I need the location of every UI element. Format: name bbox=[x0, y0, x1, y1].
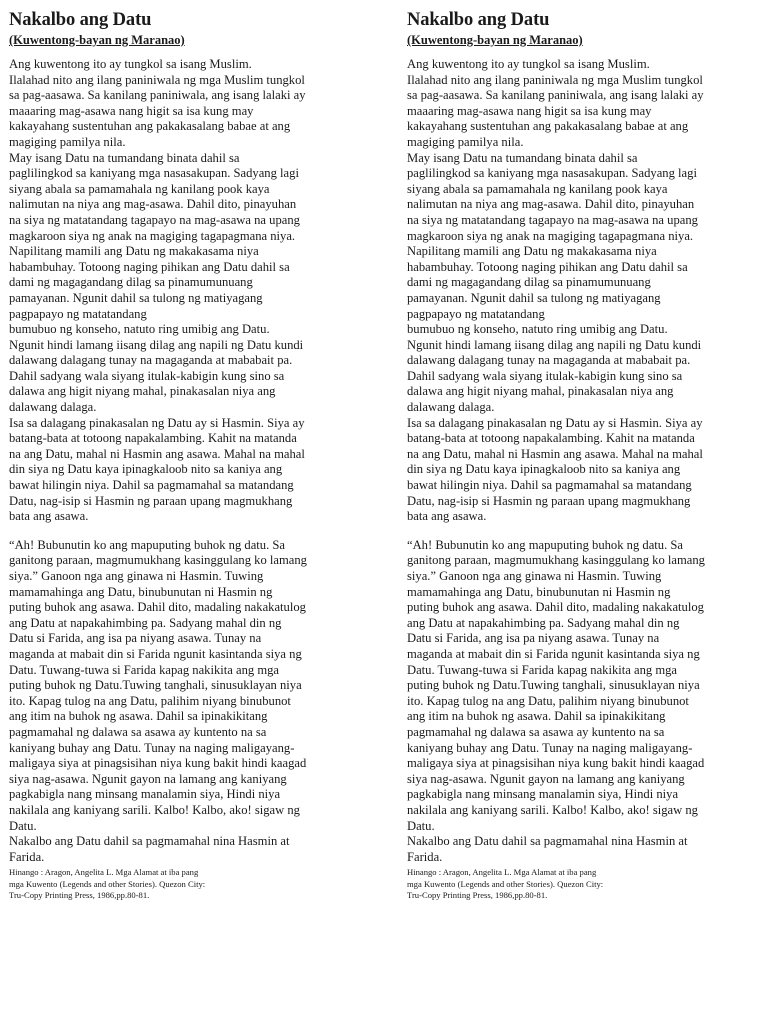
story-line: siya.” Ganoon nga ang ginawa ni Hasmin. Tuwing bbox=[9, 569, 264, 583]
story-line: dami ng magagandang dilag sa pinamumunuang bbox=[9, 275, 253, 290]
source-line: Hinango : Aragon, Angelita L. Mga Alamat at iba pang bbox=[9, 867, 199, 878]
story-body bbox=[9, 57, 371, 865]
story-line: pagpapayo ng matatandang bbox=[407, 306, 545, 321]
story-line: puting buhok ang asawa. Dahil dito, madaling nakakatulog bbox=[407, 600, 704, 615]
story-line: magiging pamilya nila. bbox=[9, 134, 126, 149]
story-line: Ang kuwentong ito ay tungkol sa isang Muslim. bbox=[9, 57, 252, 71]
story-line: na ang Datu, mahal ni Hasmin ang asawa. Mahal na mahal bbox=[407, 446, 703, 461]
story-line: Datu si Farida, ang isa pa niyang asawa. Tunay na bbox=[9, 631, 262, 646]
story-line: paglilingkod sa kaniyang mga nasasakupan. Sadyang lagi bbox=[407, 166, 697, 181]
story-line: Napilitang mamili ang Datu ng makakasama niya bbox=[9, 244, 259, 259]
story-line: Nakalbo ang Datu dahil sa pagmamahal nina Hasmin at bbox=[407, 834, 688, 849]
story-line: “Ah! Bubunutin ko ang mapuputing buhok ng datu. Sa bbox=[9, 537, 285, 552]
story-body bbox=[407, 57, 768, 865]
source-line: Tru-Copy Printing Press, 1986,pp.80-81. bbox=[9, 890, 150, 901]
story-line: bumubuo ng konseho, natuto ring umibig ang Datu. bbox=[9, 322, 270, 337]
story-line: mamamahinga ang Datu, binubunutan ni Hasmin ng bbox=[9, 584, 273, 599]
story-line: maaaring mag-asawa nang higit sa isa kung may bbox=[9, 103, 254, 118]
story-line: bawat hilingin niya. Dahil sa pagmamahal sa matandang bbox=[9, 478, 294, 493]
story-line: ganitong paraan, magmumukhang kasinggulang ko lamang bbox=[9, 553, 307, 568]
story-line: kaniyang buhay ang Datu. Tunay na naging maligayang- bbox=[407, 740, 693, 755]
source-citation bbox=[407, 867, 768, 901]
story-line: Ilalahad nito ang ilang paniniwala ng mga Muslim tungkol bbox=[407, 72, 703, 87]
story-line: Datu. Tuwang-tuwa si Farida kapag nakikita ang mga bbox=[9, 662, 280, 677]
source-line: Tru-Copy Printing Press, 1986,pp.80-81. bbox=[407, 890, 548, 901]
story-line: siya nag-asawa. Ngunit gayon na lamang ang kaniyang bbox=[9, 771, 287, 786]
paragraph-gap bbox=[407, 525, 768, 538]
story-subtitle: (Kuwentong-bayan ng Maranao) bbox=[407, 33, 583, 47]
story-line: na siya ng matatandang tagapayo na mag-asawa na upang bbox=[407, 212, 698, 227]
story-line: maganda at mabait din si Farida ngunit kasintanda siya ng bbox=[9, 646, 302, 661]
story-line: nakilala ang kaniyang sarili. Kalbo! Kalbo, ako! sigaw ng bbox=[9, 802, 300, 817]
story-line: May isang Datu na tumandang binata dahil sa bbox=[407, 150, 638, 165]
story-line: ang Datu at napakahimbing pa. Sadyang mahal din ng bbox=[407, 615, 680, 630]
story-line: nalimutan na niya ang mag-asawa. Dahil dito, pinayuhan bbox=[407, 197, 695, 212]
story-line: puting buhok ng Datu.Tuwing tanghali, sinusuklayan niya bbox=[407, 678, 700, 693]
story-line: bata ang asawa. bbox=[9, 509, 89, 524]
story-line: Farida. bbox=[407, 849, 443, 864]
story-line: sa pag-aasawa. Sa kanilang paniniwala, ang isang lalaki ay bbox=[407, 88, 704, 103]
story-line: puting buhok ng Datu.Tuwing tanghali, sinusuklayan niya bbox=[9, 678, 302, 693]
source-line: mga Kuwento (Legends and other Stories). Quezon City: bbox=[407, 878, 604, 889]
story-line: dalawang dalagang tunay na magaganda at mababait pa. bbox=[407, 353, 691, 368]
story-line: maaaring mag-asawa nang higit sa isa kung may bbox=[407, 103, 652, 118]
story-line: dalawang dalagang tunay na magaganda at mababait pa. bbox=[9, 353, 293, 368]
story-line: Datu. bbox=[9, 818, 37, 833]
story-line: dalawa ang higit niyang mahal, pinakasalan niya ang bbox=[407, 384, 674, 399]
story-line: Napilitang mamili ang Datu ng makakasama niya bbox=[407, 244, 657, 259]
story-line: siyang abala sa pamamahala ng kanilang pook kaya bbox=[9, 181, 270, 196]
story-line: kakayahang sustentuhan ang pakakasalang babae at ang bbox=[407, 119, 689, 134]
source-citation bbox=[9, 867, 371, 901]
story-line: bawat hilingin niya. Dahil sa pagmamahal sa matandang bbox=[407, 478, 692, 493]
story-line: pagmamahal ng dalawa sa asawa ay kuntento na sa bbox=[9, 724, 267, 739]
story-line: May isang Datu na tumandang binata dahil sa bbox=[9, 150, 240, 165]
story-line: dami ng magagandang dilag sa pinamumunuang bbox=[407, 275, 651, 290]
story-line: puting buhok ang asawa. Dahil dito, madaling nakakatulog bbox=[9, 600, 306, 615]
story-line: Isa sa dalagang pinakasalan ng Datu ay si Hasmin. Siya ay bbox=[407, 415, 703, 430]
story-line: mamamahinga ang Datu, binubunutan ni Hasmin ng bbox=[407, 584, 671, 599]
story-line: paglilingkod sa kaniyang mga nasasakupan. Sadyang lagi bbox=[9, 166, 299, 181]
story-line: ito. Kapag tulog na ang Datu, palihim niyang binubunot bbox=[9, 693, 291, 708]
story-line: sa pag-aasawa. Sa kanilang paniniwala, ang isang lalaki ay bbox=[9, 88, 306, 103]
story-line: Ngunit hindi lamang iisang dilag ang napili ng Datu kundi bbox=[9, 337, 304, 352]
story-line: “Ah! Bubunutin ko ang mapuputing buhok ng datu. Sa bbox=[407, 537, 683, 552]
story-line: dalawa ang higit niyang mahal, pinakasalan niya ang bbox=[9, 384, 276, 399]
story-line: Datu. bbox=[407, 818, 435, 833]
story-line: Nakalbo ang Datu dahil sa pagmamahal nina Hasmin at bbox=[9, 834, 290, 849]
story-line: dalawang dalaga. bbox=[9, 400, 97, 415]
paragraph-gap bbox=[9, 525, 371, 538]
story-line: pamayanan. Ngunit dahil sa tulong ng matiyagang bbox=[407, 290, 661, 305]
story-line: habambuhay. Totoong naging pihikan ang Datu dahil sa bbox=[9, 259, 290, 274]
story-line: siyang abala sa pamamahala ng kanilang pook kaya bbox=[407, 181, 668, 196]
story-line: magiging pamilya nila. bbox=[407, 134, 524, 149]
story-line: magkaroon siya ng anak na magiging tagapagmana niya. bbox=[9, 228, 296, 243]
story-line: na ang Datu, mahal ni Hasmin ang asawa. Mahal na mahal bbox=[9, 446, 305, 461]
story-line: batang-bata at totoong napakalambing. Kahit na matanda bbox=[407, 431, 695, 446]
story-line: nakilala ang kaniyang sarili. Kalbo! Kalbo, ako! sigaw ng bbox=[407, 802, 698, 817]
story-title: Nakalbo ang Datu bbox=[407, 10, 550, 30]
story-line: na siya ng matatandang tagapayo na mag-asawa na upang bbox=[9, 212, 300, 227]
story-line: Dahil sadyang wala siyang itulak-kabigin kung sino sa bbox=[9, 368, 285, 383]
story-line: Farida. bbox=[9, 849, 45, 864]
story-line: dalawang dalaga. bbox=[407, 400, 495, 415]
story-line: maligaya siya at pinagsisihan niya kung bakit hindi kaagad bbox=[9, 756, 307, 771]
story-line: Ang kuwentong ito ay tungkol sa isang Muslim. bbox=[407, 57, 650, 71]
story-line: ito. Kapag tulog na ang Datu, palihim niyang binubunot bbox=[407, 693, 689, 708]
story-line: magkaroon siya ng anak na magiging tagapagmana niya. bbox=[407, 228, 694, 243]
source-line: mga Kuwento (Legends and other Stories). Quezon City: bbox=[9, 878, 206, 889]
story-line: ang itim na buhok ng asawa. Dahil sa ipinakikitang bbox=[407, 709, 666, 724]
story-line: Datu si Farida, ang isa pa niyang asawa. Tunay na bbox=[407, 631, 660, 646]
story-line: Datu, nag-isip si Hasmin ng paraan upang magmukhang bbox=[407, 493, 691, 508]
story-line: batang-bata at totoong napakalambing. Kahit na matanda bbox=[9, 431, 297, 446]
story-line: siya.” Ganoon nga ang ginawa ni Hasmin. Tuwing bbox=[407, 569, 662, 583]
story-title: Nakalbo ang Datu bbox=[9, 10, 152, 30]
story-line: pagkabigla nang minsang manalamin siya, Hindi niya bbox=[407, 787, 679, 802]
story-line: din siya ng Datu kaya ipinagkaloob nito sa kaniya ang bbox=[9, 462, 283, 477]
story-line: pamayanan. Ngunit dahil sa tulong ng matiyagang bbox=[9, 290, 263, 305]
story-line: Ilalahad nito ang ilang paniniwala ng mga Muslim tungkol bbox=[9, 72, 305, 87]
story-line: Isa sa dalagang pinakasalan ng Datu ay si Hasmin. Siya ay bbox=[9, 415, 305, 430]
story-line: bata ang asawa. bbox=[407, 509, 487, 524]
story-line: Ngunit hindi lamang iisang dilag ang napili ng Datu kundi bbox=[407, 337, 702, 352]
story-line: pagpapayo ng matatandang bbox=[9, 306, 147, 321]
source-line: Hinango : Aragon, Angelita L. Mga Alamat at iba pang bbox=[407, 867, 597, 878]
story-column-left bbox=[9, 8, 371, 902]
story-line: Datu, nag-isip si Hasmin ng paraan upang magmukhang bbox=[9, 493, 293, 508]
story-line: bumubuo ng konseho, natuto ring umibig ang Datu. bbox=[407, 322, 668, 337]
story-line: siya nag-asawa. Ngunit gayon na lamang ang kaniyang bbox=[407, 771, 685, 786]
story-line: kaniyang buhay ang Datu. Tunay na naging maligayang- bbox=[9, 740, 295, 755]
story-line: maganda at mabait din si Farida ngunit kasintanda siya ng bbox=[407, 646, 700, 661]
story-subtitle: (Kuwentong-bayan ng Maranao) bbox=[9, 33, 185, 47]
story-line: Datu. Tuwang-tuwa si Farida kapag nakikita ang mga bbox=[407, 662, 678, 677]
story-line: ang itim na buhok ng asawa. Dahil sa ipinakikitang bbox=[9, 709, 268, 724]
story-column-right bbox=[407, 8, 768, 902]
story-line: Dahil sadyang wala siyang itulak-kabigin kung sino sa bbox=[407, 368, 683, 383]
story-line: ang Datu at napakahimbing pa. Sadyang mahal din ng bbox=[9, 615, 282, 630]
story-line: kakayahang sustentuhan ang pakakasalang babae at ang bbox=[9, 119, 291, 134]
story-line: pagmamahal ng dalawa sa asawa ay kuntento na sa bbox=[407, 724, 665, 739]
story-line: pagkabigla nang minsang manalamin siya, Hindi niya bbox=[9, 787, 281, 802]
story-line: ganitong paraan, magmumukhang kasinggulang ko lamang bbox=[407, 553, 705, 568]
story-line: nalimutan na niya ang mag-asawa. Dahil dito, pinayuhan bbox=[9, 197, 297, 212]
story-line: din siya ng Datu kaya ipinagkaloob nito sa kaniya ang bbox=[407, 462, 681, 477]
story-line: maligaya siya at pinagsisihan niya kung bakit hindi kaagad bbox=[407, 756, 705, 771]
story-line: habambuhay. Totoong naging pihikan ang Datu dahil sa bbox=[407, 259, 688, 274]
